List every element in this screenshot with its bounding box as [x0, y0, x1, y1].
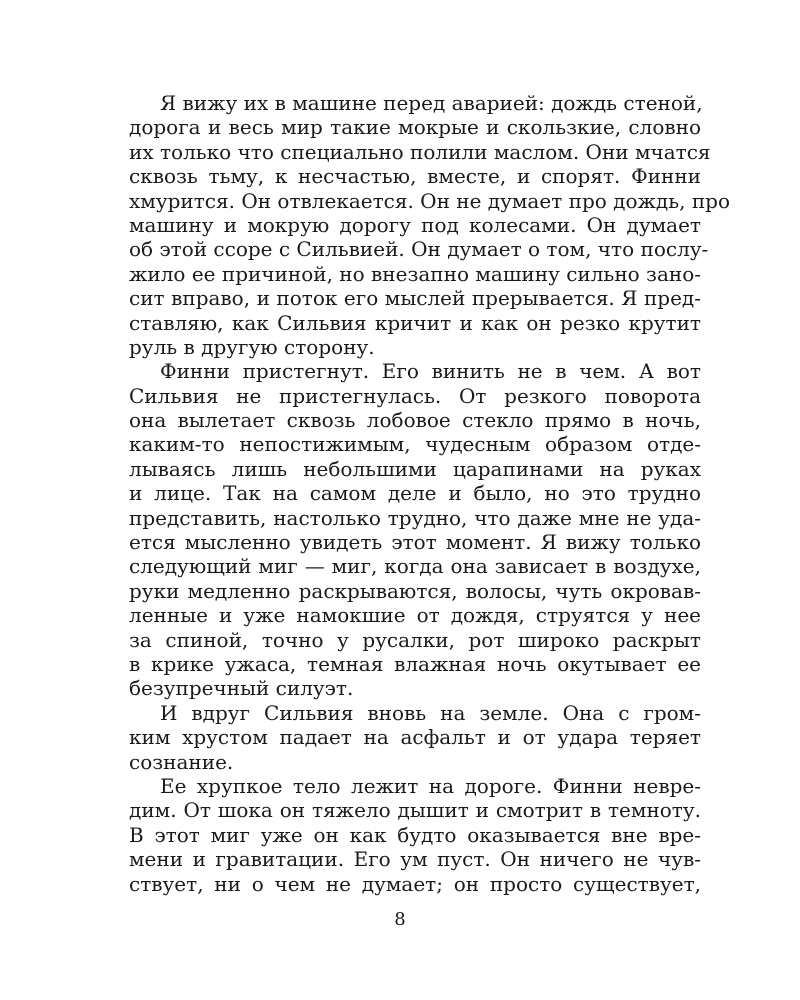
- text-line: руль в другую сторону.: [129, 334, 375, 359]
- text-line: Финни пристегнут. Его винить не в чем. А вот: [160, 359, 701, 384]
- text-line: мени и гравитации. Его ум пуст. Он ничего не чув-: [129, 847, 701, 872]
- text-line: за спиной, точно у русалки, рот широко раскрыт: [129, 627, 701, 652]
- text-line: машину и мокрую дорогу под колесами. Он думает: [129, 212, 701, 237]
- page-number: 8: [394, 909, 406, 930]
- text-line: представить, настолько трудно, что даже мне не уда-: [129, 505, 701, 530]
- text-line: дорога и весь мир такие мокрые и скользкие, словно: [129, 115, 701, 140]
- text-line: руки медленно раскрываются, волосы, чуть окровав-: [129, 578, 701, 603]
- text-line: жило ее причиной, но внезапно машину сильно зано-: [129, 261, 702, 286]
- text-line: Ее хрупкое тело лежит на дороге. Финни невре-: [160, 773, 701, 798]
- text-line: следующий миг — миг, когда она зависает в воздухе,: [129, 554, 701, 579]
- text-line: сознание.: [129, 749, 234, 774]
- text-line: ставляю, как Сильвия кричит и как он резко крутит: [129, 310, 701, 335]
- body-text: [129, 91, 730, 896]
- text-line: каким-то непостижимым, чудесным образом отде-: [129, 432, 701, 457]
- text-line: хмурится. Он отвлекается. Он не думает про дождь, про: [129, 188, 730, 213]
- text-line: и лице. Так на самом деле и было, но это трудно: [129, 481, 701, 506]
- text-line: она вылетает сквозь лобовое стекло прямо в ночь,: [129, 408, 701, 433]
- text-line: ется мысленно увидеть этот момент. Я вижу только: [129, 530, 701, 555]
- text-line: Сильвия не пристегнулась. От резкого поворота: [129, 383, 701, 408]
- text-line: В этот миг уже он как будто оказывается вне вре-: [129, 822, 701, 847]
- paragraph: [129, 774, 701, 896]
- paragraph: [129, 91, 730, 359]
- text-line: дим. От шока он тяжело дышит и смотрит в темноту.: [129, 798, 701, 823]
- text-line: ким хрустом падает на асфальт и от удара теряет: [129, 725, 701, 750]
- text-line: сквозь тьму, к несчастью, вместе, и спорят. Финни: [129, 164, 701, 189]
- text-line: лываясь лишь небольшими царапинами на руках: [129, 456, 701, 481]
- text-line: сит вправо, и поток его мыслей прерывается. Я пред-: [129, 286, 701, 311]
- text-line: в крике ужаса, темная влажная ночь окутывает ее: [129, 651, 701, 676]
- paragraph: [129, 701, 701, 774]
- paragraph: [129, 359, 701, 700]
- text-line: об этой ссоре с Сильвией. Он думает о том, что послу-: [129, 237, 709, 262]
- text-line: ленные и уже намокшие от дождя, струятся у нее: [129, 603, 701, 628]
- text-line: их только что специально полили маслом. Они мчатся: [129, 139, 711, 164]
- text-line: безупречный силуэт.: [129, 676, 354, 701]
- text-line: ствует, ни о чем не думает; он просто существует,: [129, 871, 701, 896]
- text-line: И вдруг Сильвия вновь на земле. Она с гром-: [160, 700, 701, 725]
- text-line: Я вижу их в машине перед аварией: дождь стеной,: [160, 91, 703, 115]
